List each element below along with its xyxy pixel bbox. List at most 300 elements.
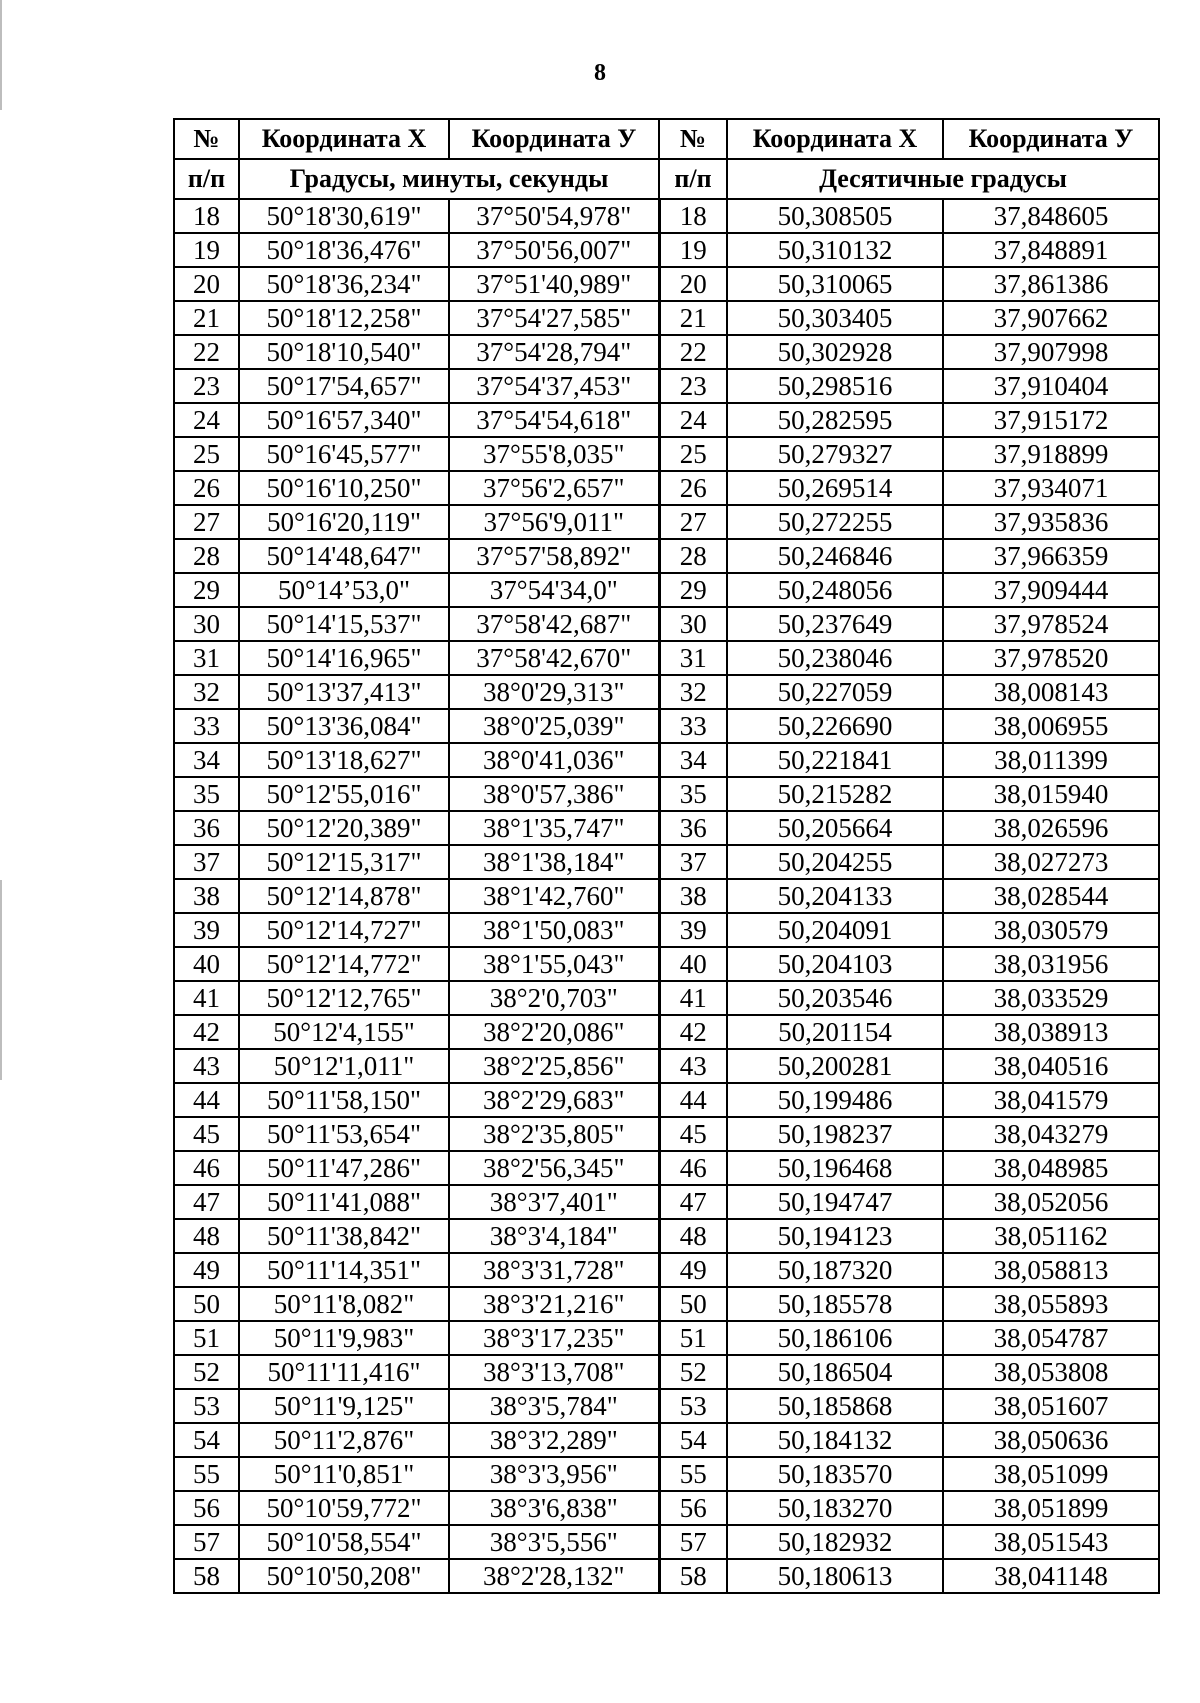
- row-number-left: 26: [174, 471, 239, 505]
- coord-y-dms-cell: 38°1'50,083": [449, 913, 659, 947]
- row-number-left: 44: [174, 1083, 239, 1117]
- header-row-2: [174, 159, 1159, 199]
- coord-x-dms-cell: 50°18'30,619": [239, 199, 449, 233]
- coord-y-dms-cell: 37°54'34,0": [449, 573, 659, 607]
- row-number-right: 48: [659, 1219, 727, 1253]
- coord-x-dms-cell: 50°16'57,340": [239, 403, 449, 437]
- coord-x-decimal-cell: 50,205664: [727, 811, 943, 845]
- table-row: [174, 1253, 1159, 1287]
- row-number-right: 54: [659, 1423, 727, 1457]
- coord-x-dms-cell: 50°14'48,647": [239, 539, 449, 573]
- coord-x-dms-cell: 50°14’53,0": [239, 573, 449, 607]
- coord-y-dms-cell: 38°3'6,838": [449, 1491, 659, 1525]
- scan-edge-mark: [0, 880, 2, 1080]
- row-number-left: 19: [174, 233, 239, 267]
- coord-x-decimal-cell: 50,194123: [727, 1219, 943, 1253]
- coord-x-dms-cell: 50°16'10,250": [239, 471, 449, 505]
- coord-x-decimal-cell: 50,246846: [727, 539, 943, 573]
- coord-y-dms-cell: 38°0'57,386": [449, 777, 659, 811]
- row-number-right: 31: [659, 641, 727, 675]
- coord-y-decimal-cell: 38,051543: [943, 1525, 1159, 1559]
- coord-y-decimal-cell: 37,848605: [943, 199, 1159, 233]
- row-number-left: 28: [174, 539, 239, 573]
- coord-x-dms-cell: 50°11'11,416": [239, 1355, 449, 1389]
- row-number-right: 42: [659, 1015, 727, 1049]
- coord-y-dms-cell: 37°54'37,453": [449, 369, 659, 403]
- coord-y-decimal-cell: 38,030579: [943, 913, 1159, 947]
- table-row: [174, 879, 1159, 913]
- coord-x-dms-cell: 50°12'14,878": [239, 879, 449, 913]
- coord-x-dms-cell: 50°11'8,082": [239, 1287, 449, 1321]
- table-row: [174, 1219, 1159, 1253]
- coord-y-dms-cell: 38°1'42,760": [449, 879, 659, 913]
- table-row: [174, 233, 1159, 267]
- row-number-left: 35: [174, 777, 239, 811]
- header-coord-x-dms: Координата X: [239, 119, 449, 159]
- coord-x-decimal-cell: 50,238046: [727, 641, 943, 675]
- coord-y-decimal-cell: 38,055893: [943, 1287, 1159, 1321]
- header-no-abbr-right: п/п: [659, 159, 727, 199]
- row-number-right: 33: [659, 709, 727, 743]
- coord-y-decimal-cell: 37,909444: [943, 573, 1159, 607]
- table-row: [174, 1423, 1159, 1457]
- coord-x-decimal-cell: 50,186504: [727, 1355, 943, 1389]
- row-number-right: 35: [659, 777, 727, 811]
- row-number-right: 21: [659, 301, 727, 335]
- coord-x-decimal-cell: 50,201154: [727, 1015, 943, 1049]
- coordinates-table: [173, 118, 1160, 1594]
- coord-y-dms-cell: 38°1'35,747": [449, 811, 659, 845]
- coord-y-dms-cell: 37°50'54,978": [449, 199, 659, 233]
- coord-x-decimal-cell: 50,182932: [727, 1525, 943, 1559]
- row-number-left: 38: [174, 879, 239, 913]
- row-number-left: 18: [174, 199, 239, 233]
- coord-y-decimal-cell: 38,050636: [943, 1423, 1159, 1457]
- coord-x-dms-cell: 50°13'37,413": [239, 675, 449, 709]
- table-row: [174, 573, 1159, 607]
- table-row: [174, 1185, 1159, 1219]
- row-number-left: 55: [174, 1457, 239, 1491]
- coord-x-decimal-cell: 50,248056: [727, 573, 943, 607]
- coord-y-dms-cell: 37°58'42,687": [449, 607, 659, 641]
- coord-x-dms-cell: 50°11'9,125": [239, 1389, 449, 1423]
- coord-x-decimal-cell: 50,298516: [727, 369, 943, 403]
- table-row: [174, 1083, 1159, 1117]
- coord-y-decimal-cell: 38,031956: [943, 947, 1159, 981]
- row-number-left: 56: [174, 1491, 239, 1525]
- coord-x-dms-cell: 50°11'41,088": [239, 1185, 449, 1219]
- coord-x-decimal-cell: 50,282595: [727, 403, 943, 437]
- coord-y-dms-cell: 38°0'25,039": [449, 709, 659, 743]
- table-row: [174, 845, 1159, 879]
- coord-y-dms-cell: 37°55'8,035": [449, 437, 659, 471]
- coord-x-dms-cell: 50°12'1,011": [239, 1049, 449, 1083]
- coord-y-dms-cell: 38°0'29,313": [449, 675, 659, 709]
- row-number-left: 43: [174, 1049, 239, 1083]
- coord-y-decimal-cell: 37,910404: [943, 369, 1159, 403]
- row-number-right: 45: [659, 1117, 727, 1151]
- coord-x-dms-cell: 50°18'36,476": [239, 233, 449, 267]
- row-number-right: 25: [659, 437, 727, 471]
- coord-x-decimal-cell: 50,302928: [727, 335, 943, 369]
- coord-y-dms-cell: 38°3'5,556": [449, 1525, 659, 1559]
- coord-y-dms-cell: 38°2'28,132": [449, 1559, 659, 1593]
- row-number-left: 53: [174, 1389, 239, 1423]
- row-number-left: 48: [174, 1219, 239, 1253]
- table-row: [174, 1389, 1159, 1423]
- header-no-symbol-left: №: [174, 119, 239, 159]
- table-row: [174, 981, 1159, 1015]
- coord-x-decimal-cell: 50,204255: [727, 845, 943, 879]
- coord-y-dms-cell: 38°2'29,683": [449, 1083, 659, 1117]
- coord-y-dms-cell: 38°2'35,805": [449, 1117, 659, 1151]
- coord-x-dms-cell: 50°13'36,084": [239, 709, 449, 743]
- row-number-right: 43: [659, 1049, 727, 1083]
- header-no-symbol-right: №: [659, 119, 727, 159]
- row-number-right: 47: [659, 1185, 727, 1219]
- coord-y-dms-cell: 38°2'0,703": [449, 981, 659, 1015]
- coord-y-decimal-cell: 37,915172: [943, 403, 1159, 437]
- table-row: [174, 1287, 1159, 1321]
- coord-x-decimal-cell: 50,215282: [727, 777, 943, 811]
- table-row: [174, 607, 1159, 641]
- coord-x-decimal-cell: 50,200281: [727, 1049, 943, 1083]
- coord-x-dms-cell: 50°12'14,772": [239, 947, 449, 981]
- coord-x-dms-cell: 50°12'20,389": [239, 811, 449, 845]
- row-number-left: 29: [174, 573, 239, 607]
- row-number-left: 52: [174, 1355, 239, 1389]
- table-row: [174, 301, 1159, 335]
- table-row: [174, 471, 1159, 505]
- table-body: [174, 199, 1159, 1593]
- table-row: [174, 1015, 1159, 1049]
- coord-y-decimal-cell: 38,058813: [943, 1253, 1159, 1287]
- coord-x-decimal-cell: 50,310132: [727, 233, 943, 267]
- coord-y-decimal-cell: 38,033529: [943, 981, 1159, 1015]
- coord-x-dms-cell: 50°10'50,208": [239, 1559, 449, 1593]
- coord-x-dms-cell: 50°16'45,577": [239, 437, 449, 471]
- table-row: [174, 709, 1159, 743]
- row-number-right: 30: [659, 607, 727, 641]
- row-number-right: 29: [659, 573, 727, 607]
- coord-x-decimal-cell: 50,203546: [727, 981, 943, 1015]
- coord-x-decimal-cell: 50,237649: [727, 607, 943, 641]
- coord-y-decimal-cell: 38,038913: [943, 1015, 1159, 1049]
- coord-y-dms-cell: 37°51'40,989": [449, 267, 659, 301]
- coord-y-decimal-cell: 38,015940: [943, 777, 1159, 811]
- row-number-left: 22: [174, 335, 239, 369]
- row-number-right: 49: [659, 1253, 727, 1287]
- row-number-left: 47: [174, 1185, 239, 1219]
- row-number-left: 49: [174, 1253, 239, 1287]
- coord-y-dms-cell: 38°3'5,784": [449, 1389, 659, 1423]
- row-number-left: 23: [174, 369, 239, 403]
- coord-x-dms-cell: 50°11'47,286": [239, 1151, 449, 1185]
- row-number-right: 36: [659, 811, 727, 845]
- row-number-left: 39: [174, 913, 239, 947]
- table-row: [174, 743, 1159, 777]
- coord-y-decimal-cell: 38,026596: [943, 811, 1159, 845]
- row-number-left: 33: [174, 709, 239, 743]
- coord-y-decimal-cell: 38,051899: [943, 1491, 1159, 1525]
- coord-y-dms-cell: 37°56'9,011": [449, 505, 659, 539]
- coord-x-decimal-cell: 50,180613: [727, 1559, 943, 1593]
- row-number-right: 32: [659, 675, 727, 709]
- row-number-right: 38: [659, 879, 727, 913]
- header-dms-caption: Градусы, минуты, секунды: [239, 159, 659, 199]
- coord-x-decimal-cell: 50,196468: [727, 1151, 943, 1185]
- table-row: [174, 641, 1159, 675]
- row-number-right: 22: [659, 335, 727, 369]
- coord-x-decimal-cell: 50,184132: [727, 1423, 943, 1457]
- row-number-right: 23: [659, 369, 727, 403]
- table-row: [174, 1117, 1159, 1151]
- coord-y-decimal-cell: 38,006955: [943, 709, 1159, 743]
- coord-x-dms-cell: 50°17'54,657": [239, 369, 449, 403]
- row-number-right: 52: [659, 1355, 727, 1389]
- row-number-left: 42: [174, 1015, 239, 1049]
- coord-x-dms-cell: 50°18'12,258": [239, 301, 449, 335]
- table-row: [174, 811, 1159, 845]
- coord-x-dms-cell: 50°11'9,983": [239, 1321, 449, 1355]
- coord-y-decimal-cell: 38,041148: [943, 1559, 1159, 1593]
- table-row: [174, 403, 1159, 437]
- coord-x-dms-cell: 50°11'14,351": [239, 1253, 449, 1287]
- coord-y-decimal-cell: 38,041579: [943, 1083, 1159, 1117]
- row-number-left: 36: [174, 811, 239, 845]
- coord-y-decimal-cell: 37,918899: [943, 437, 1159, 471]
- coord-y-dms-cell: 37°54'27,585": [449, 301, 659, 335]
- coord-x-decimal-cell: 50,221841: [727, 743, 943, 777]
- table-row: [174, 1559, 1159, 1593]
- coord-y-decimal-cell: 38,052056: [943, 1185, 1159, 1219]
- coord-x-decimal-cell: 50,186106: [727, 1321, 943, 1355]
- header-row-1: [174, 119, 1159, 159]
- coord-y-decimal-cell: 38,043279: [943, 1117, 1159, 1151]
- row-number-left: 46: [174, 1151, 239, 1185]
- row-number-left: 32: [174, 675, 239, 709]
- coord-y-decimal-cell: 38,040516: [943, 1049, 1159, 1083]
- row-number-right: 27: [659, 505, 727, 539]
- table-row: [174, 1049, 1159, 1083]
- row-number-left: 41: [174, 981, 239, 1015]
- table-row: [174, 437, 1159, 471]
- table-row: [174, 675, 1159, 709]
- coord-y-dms-cell: 38°2'20,086": [449, 1015, 659, 1049]
- coord-y-decimal-cell: 38,028544: [943, 879, 1159, 913]
- coord-y-dms-cell: 38°0'41,036": [449, 743, 659, 777]
- coord-x-decimal-cell: 50,310065: [727, 267, 943, 301]
- table-row: [174, 199, 1159, 233]
- coord-x-dms-cell: 50°12'4,155": [239, 1015, 449, 1049]
- row-number-right: 50: [659, 1287, 727, 1321]
- coord-y-dms-cell: 37°54'54,618": [449, 403, 659, 437]
- header-coord-x-decimal: Координата X: [727, 119, 943, 159]
- row-number-left: 54: [174, 1423, 239, 1457]
- table-row: [174, 1491, 1159, 1525]
- coord-y-decimal-cell: 37,978520: [943, 641, 1159, 675]
- coord-x-dms-cell: 50°11'53,654": [239, 1117, 449, 1151]
- coord-x-dms-cell: 50°13'18,627": [239, 743, 449, 777]
- coord-x-decimal-cell: 50,227059: [727, 675, 943, 709]
- coord-x-decimal-cell: 50,185578: [727, 1287, 943, 1321]
- table-row: [174, 947, 1159, 981]
- coord-x-decimal-cell: 50,204103: [727, 947, 943, 981]
- coord-x-decimal-cell: 50,183570: [727, 1457, 943, 1491]
- coord-y-decimal-cell: 37,907998: [943, 335, 1159, 369]
- row-number-left: 21: [174, 301, 239, 335]
- table-row: [174, 1355, 1159, 1389]
- header-coord-y-decimal: Координата У: [943, 119, 1159, 159]
- coord-y-decimal-cell: 38,051099: [943, 1457, 1159, 1491]
- coord-y-decimal-cell: 38,011399: [943, 743, 1159, 777]
- header-decimal-caption: Десятичные градусы: [727, 159, 1159, 199]
- coord-y-decimal-cell: 37,978524: [943, 607, 1159, 641]
- row-number-left: 58: [174, 1559, 239, 1593]
- row-number-right: 58: [659, 1559, 727, 1593]
- coord-x-dms-cell: 50°14'15,537": [239, 607, 449, 641]
- coord-y-dms-cell: 38°3'13,708": [449, 1355, 659, 1389]
- row-number-right: 26: [659, 471, 727, 505]
- coord-x-dms-cell: 50°11'0,851": [239, 1457, 449, 1491]
- coord-x-decimal-cell: 50,204091: [727, 913, 943, 947]
- row-number-right: 40: [659, 947, 727, 981]
- table-header: [174, 119, 1159, 199]
- coord-x-decimal-cell: 50,204133: [727, 879, 943, 913]
- coord-x-dms-cell: 50°12'14,727": [239, 913, 449, 947]
- coord-x-dms-cell: 50°11'2,876": [239, 1423, 449, 1457]
- coord-x-decimal-cell: 50,183270: [727, 1491, 943, 1525]
- coord-y-dms-cell: 37°50'56,007": [449, 233, 659, 267]
- coord-x-decimal-cell: 50,185868: [727, 1389, 943, 1423]
- row-number-left: 34: [174, 743, 239, 777]
- row-number-right: 18: [659, 199, 727, 233]
- row-number-right: 19: [659, 233, 727, 267]
- coord-x-dms-cell: 50°16'20,119": [239, 505, 449, 539]
- coord-y-dms-cell: 38°3'4,184": [449, 1219, 659, 1253]
- coord-x-dms-cell: 50°12'55,016": [239, 777, 449, 811]
- coord-x-decimal-cell: 50,308505: [727, 199, 943, 233]
- coord-x-decimal-cell: 50,272255: [727, 505, 943, 539]
- coord-y-dms-cell: 37°56'2,657": [449, 471, 659, 505]
- row-number-left: 30: [174, 607, 239, 641]
- coord-x-dms-cell: 50°11'58,150": [239, 1083, 449, 1117]
- coord-x-decimal-cell: 50,226690: [727, 709, 943, 743]
- coord-y-decimal-cell: 37,934071: [943, 471, 1159, 505]
- coord-y-dms-cell: 38°3'2,289": [449, 1423, 659, 1457]
- table-row: [174, 335, 1159, 369]
- coord-y-dms-cell: 38°1'38,184": [449, 845, 659, 879]
- row-number-right: 37: [659, 845, 727, 879]
- coord-y-dms-cell: 38°1'55,043": [449, 947, 659, 981]
- row-number-left: 25: [174, 437, 239, 471]
- coord-y-dms-cell: 37°57'58,892": [449, 539, 659, 573]
- page-number: 8: [594, 60, 606, 86]
- row-number-right: 56: [659, 1491, 727, 1525]
- row-number-right: 55: [659, 1457, 727, 1491]
- row-number-left: 45: [174, 1117, 239, 1151]
- coord-y-dms-cell: 38°2'56,345": [449, 1151, 659, 1185]
- coord-y-decimal-cell: 37,848891: [943, 233, 1159, 267]
- coord-x-dms-cell: 50°12'12,765": [239, 981, 449, 1015]
- coord-x-dms-cell: 50°14'16,965": [239, 641, 449, 675]
- coord-x-decimal-cell: 50,198237: [727, 1117, 943, 1151]
- coord-x-decimal-cell: 50,279327: [727, 437, 943, 471]
- row-number-right: 51: [659, 1321, 727, 1355]
- coord-y-dms-cell: 37°54'28,794": [449, 335, 659, 369]
- coord-y-decimal-cell: 37,966359: [943, 539, 1159, 573]
- coord-y-decimal-cell: 38,051607: [943, 1389, 1159, 1423]
- coord-y-decimal-cell: 38,054787: [943, 1321, 1159, 1355]
- table-row: [174, 505, 1159, 539]
- table-row: [174, 777, 1159, 811]
- table-row: [174, 913, 1159, 947]
- coord-x-decimal-cell: 50,269514: [727, 471, 943, 505]
- coord-x-decimal-cell: 50,187320: [727, 1253, 943, 1287]
- row-number-right: 34: [659, 743, 727, 777]
- coord-y-dms-cell: 38°3'31,728": [449, 1253, 659, 1287]
- row-number-left: 57: [174, 1525, 239, 1559]
- coord-x-dms-cell: 50°18'10,540": [239, 335, 449, 369]
- row-number-left: 27: [174, 505, 239, 539]
- coord-x-dms-cell: 50°10'59,772": [239, 1491, 449, 1525]
- table-row: [174, 1525, 1159, 1559]
- table-row: [174, 267, 1159, 301]
- row-number-left: 24: [174, 403, 239, 437]
- header-coord-y-dms: Координата У: [449, 119, 659, 159]
- coord-x-dms-cell: 50°10'58,554": [239, 1525, 449, 1559]
- row-number-left: 50: [174, 1287, 239, 1321]
- coord-y-decimal-cell: 38,027273: [943, 845, 1159, 879]
- table-row: [174, 539, 1159, 573]
- row-number-left: 20: [174, 267, 239, 301]
- coord-x-decimal-cell: 50,199486: [727, 1083, 943, 1117]
- coord-y-dms-cell: 38°3'7,401": [449, 1185, 659, 1219]
- coord-y-decimal-cell: 38,053808: [943, 1355, 1159, 1389]
- coord-y-decimal-cell: 37,861386: [943, 267, 1159, 301]
- row-number-right: 46: [659, 1151, 727, 1185]
- scan-edge-mark: [0, 0, 2, 110]
- coord-y-decimal-cell: 38,051162: [943, 1219, 1159, 1253]
- row-number-right: 44: [659, 1083, 727, 1117]
- coord-x-dms-cell: 50°18'36,234": [239, 267, 449, 301]
- coord-y-dms-cell: 38°3'17,235": [449, 1321, 659, 1355]
- row-number-right: 20: [659, 267, 727, 301]
- coord-x-decimal-cell: 50,194747: [727, 1185, 943, 1219]
- table-row: [174, 1321, 1159, 1355]
- table-row: [174, 1457, 1159, 1491]
- table-row: [174, 369, 1159, 403]
- coord-x-dms-cell: 50°11'38,842": [239, 1219, 449, 1253]
- coord-y-dms-cell: 38°3'21,216": [449, 1287, 659, 1321]
- coord-y-decimal-cell: 38,048985: [943, 1151, 1159, 1185]
- row-number-right: 39: [659, 913, 727, 947]
- row-number-left: 40: [174, 947, 239, 981]
- row-number-right: 28: [659, 539, 727, 573]
- coord-y-dms-cell: 37°58'42,670": [449, 641, 659, 675]
- row-number-right: 53: [659, 1389, 727, 1423]
- row-number-left: 51: [174, 1321, 239, 1355]
- coord-y-dms-cell: 38°2'25,856": [449, 1049, 659, 1083]
- row-number-right: 24: [659, 403, 727, 437]
- coord-y-decimal-cell: 37,935836: [943, 505, 1159, 539]
- row-number-right: 41: [659, 981, 727, 1015]
- coord-y-decimal-cell: 37,907662: [943, 301, 1159, 335]
- coord-y-dms-cell: 38°3'3,956": [449, 1457, 659, 1491]
- row-number-left: 37: [174, 845, 239, 879]
- coord-x-dms-cell: 50°12'15,317": [239, 845, 449, 879]
- header-no-abbr-left: п/п: [174, 159, 239, 199]
